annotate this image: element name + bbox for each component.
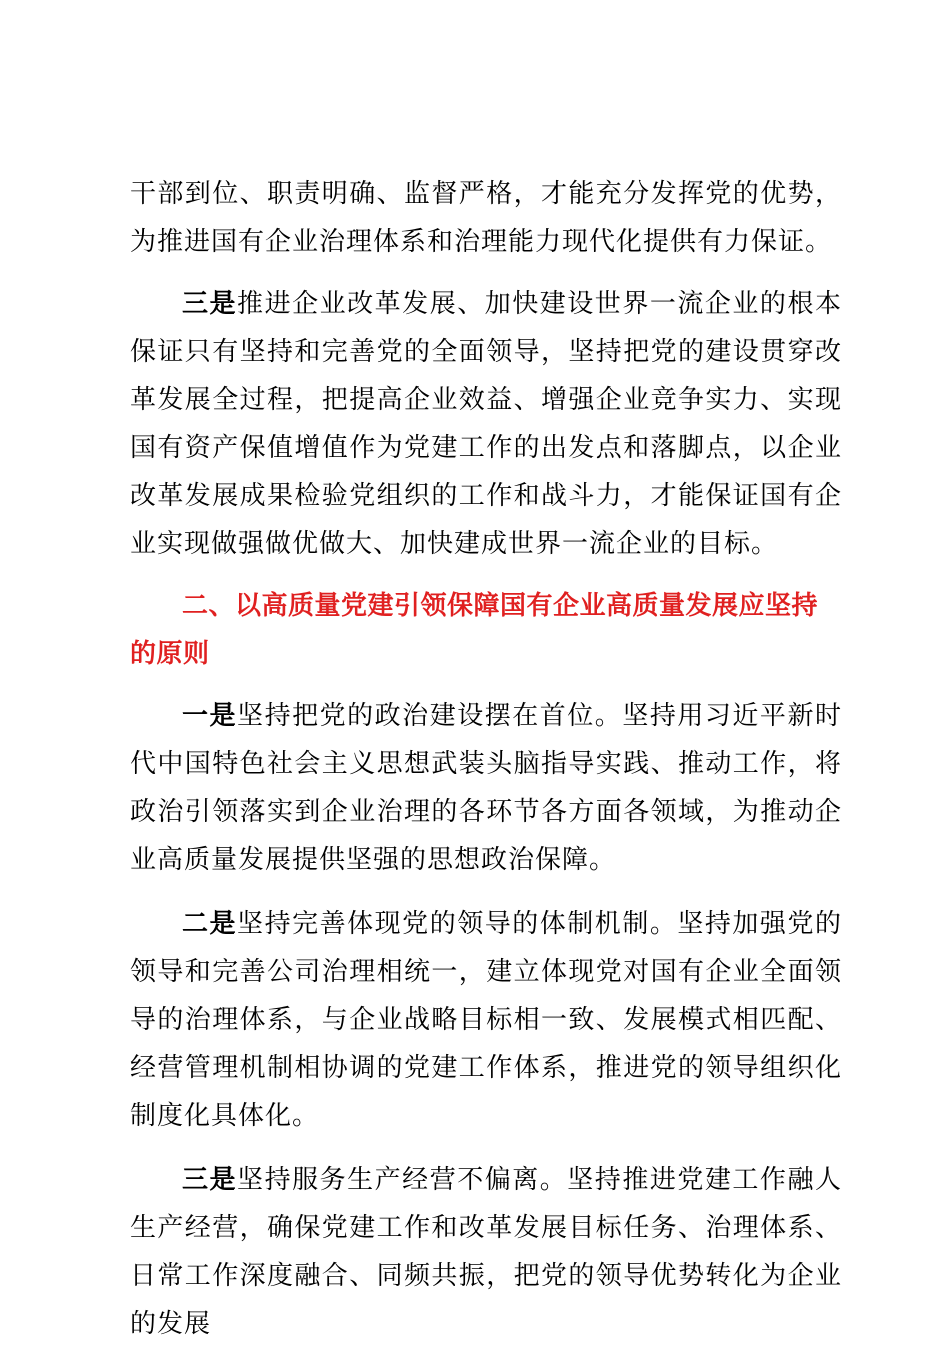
principle-two-paragraph	[130, 900, 842, 1140]
paragraph-text: 坚持服务生产经营不偏离。坚持推进党建工作融人生产经营，确保党建工作和改革发展目标任务、治理体系、日常工作深度融合、同频共振，把党的领导优势转化为企业的发展	[130, 1165, 842, 1339]
continuation-paragraph	[130, 170, 842, 266]
paragraph-text: 推进企业改革发展、加快建设世界一流企业的根本保证只有坚持和完善党的全面领导，坚持把党的建设贯穿改革发展全过程，把提高企业效益、增强企业竞争实力、实现国有资产保值增值作为党建工作的出发点和落脚点，以企业改革发展成果检验党组织的工作和战斗力，才能保证国有企业实现做强做优做大、加快建成世界一流企业的目标。	[130, 289, 842, 559]
paragraph-lead: 二是	[182, 909, 238, 939]
principle-three-paragraph	[130, 1156, 842, 1348]
paragraph-lead: 一是	[182, 701, 238, 731]
point-three-paragraph	[130, 280, 842, 568]
paragraph-text: 坚持完善体现党的领导的体制机制。坚持加强党的领导和完善公司治理相统一，建立体现党对国有企业全面领导的治理体系，与企业战略目标相一致、发展模式相匹配、经营管理机制相协调的党建工作体系，推进党的领导组织化制度化具体化。	[130, 909, 842, 1131]
principle-one-paragraph	[130, 692, 842, 884]
paragraph-lead: 三是	[182, 1165, 238, 1195]
section-heading: 二、以高质量党建引领保障国有企业高质量发展应坚持的原则	[130, 591, 819, 669]
paragraph-text: 坚持把党的政治建设摆在首位。坚持用习近平新时代中国特色社会主义思想武装头脑指导实践、推动工作，将政治引领落实到企业治理的各环节各方面各领域，为推动企业高质量发展提供坚强的思想政治保障。	[130, 701, 842, 875]
document-page	[130, 170, 842, 1348]
paragraph-lead: 三是	[182, 289, 238, 319]
paragraph-text: 干部到位、职责明确、监督严格，才能充分发挥党的优势，为推进国有企业治理体系和治理能力现代化提供有力保证。	[130, 179, 842, 257]
